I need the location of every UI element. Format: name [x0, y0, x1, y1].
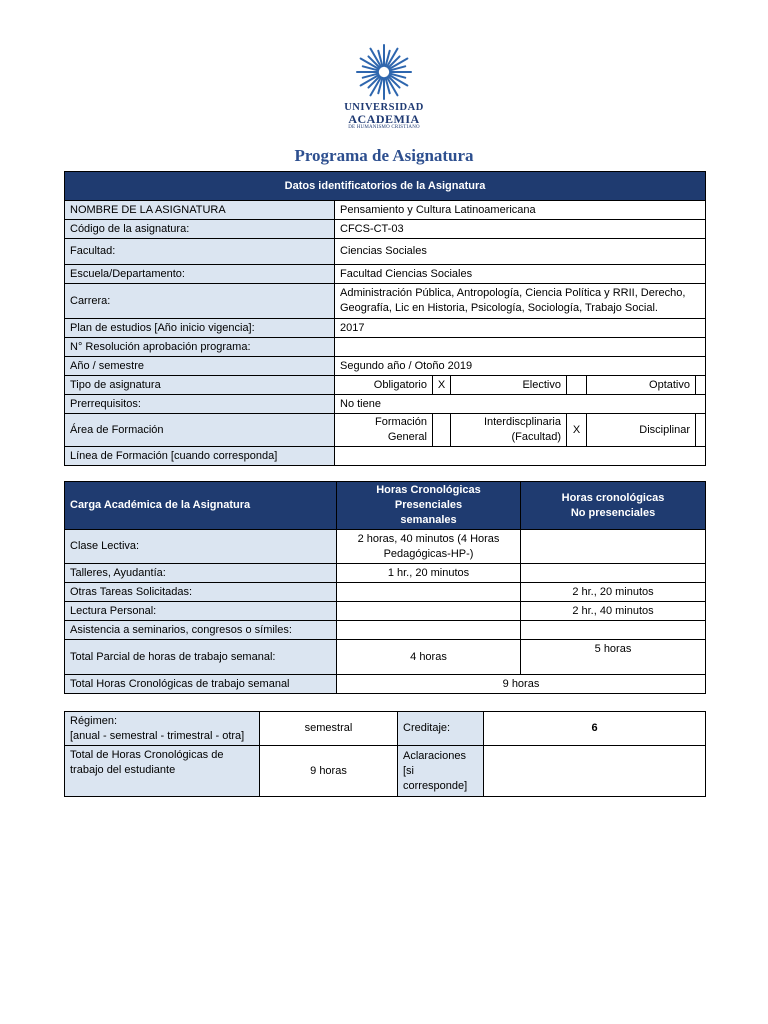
- total-parcial-no-presencial: 5 horas: [521, 640, 706, 675]
- logo-line-3: DE HUMANISMO CRISTIANO: [348, 125, 420, 130]
- prerrequisitos-label: Prerrequisitos:: [65, 395, 335, 414]
- total-estudiante-line-1: Total de Horas Cronológicas de: [70, 749, 224, 761]
- workload-header-no-presenciales: [521, 482, 706, 530]
- total-parcial-presencial: 4 horas: [337, 640, 521, 675]
- facultad-value: Ciencias Sociales: [335, 239, 706, 265]
- clase-lectiva-presencial-line-2: Pedagógicas-HP-): [383, 547, 474, 560]
- resolucion-label: N° Resolución aprobación programa:: [65, 338, 335, 357]
- total-parcial-label: Total Parcial de horas de trabajo semanal:: [65, 640, 337, 675]
- logo-line-1: UNIVERSIDAD: [344, 102, 424, 113]
- total-horas-label: Total Horas Cronológicas de trabajo semanal: [65, 675, 337, 694]
- tipo-optativo-label: Optativo: [587, 376, 696, 395]
- asistencia-seminarios-no-presencial: [521, 621, 706, 640]
- codigo-label: Código de la asignatura:: [65, 220, 335, 239]
- carrera-label: Carrera:: [65, 284, 335, 319]
- presenciales-header-line-1: Horas Cronológicas Presenciales: [376, 484, 481, 511]
- otras-tareas-no-presencial: 2 hr., 20 minutos: [521, 583, 706, 602]
- plan-label: Plan de estudios [Año inicio vigencia]:: [65, 319, 335, 338]
- regimen-value: semestral: [260, 712, 398, 746]
- nombre-label: NOMBRE DE LA ASIGNATURA: [65, 201, 335, 220]
- anio-semestre-value: Segundo año / Otoño 2019: [335, 357, 706, 376]
- area-disciplinar-mark: [696, 414, 706, 447]
- workload-table: [64, 481, 706, 694]
- document-title: Programa de Asignatura: [294, 146, 474, 165]
- area-general-mark: [433, 414, 451, 447]
- creditaje-value: 6: [484, 712, 706, 746]
- area-general-label: [335, 414, 433, 447]
- presenciales-header-line-2: semanales: [400, 514, 457, 526]
- tipo-electivo-mark: [567, 376, 587, 395]
- escuela-label: Escuela/Departamento:: [65, 265, 335, 284]
- sunburst-emblem-icon: [356, 44, 412, 100]
- clase-lectiva-no-presencial: [521, 530, 706, 564]
- no-presenciales-header-line-2: No presenciales: [570, 506, 656, 519]
- clase-lectiva-presencial: [337, 530, 521, 564]
- regimen-label-line-2: [anual - semestral - trimestral - otra]: [70, 729, 245, 742]
- carrera-line-1: Administración Pública, Antropología, Ciencia Política y RRII, Derecho,: [340, 287, 686, 299]
- regimen-label-line-1: Régimen:: [70, 714, 118, 727]
- identification-header: Datos identificatorios de la Asignatura: [65, 172, 706, 201]
- facultad-label: Facultad:: [65, 239, 335, 265]
- otras-tareas-presencial: [337, 583, 521, 602]
- linea-formacion-label: Línea de Formación [cuando corresponda]: [65, 447, 335, 466]
- workload-header-label: Carga Académica de la Asignatura: [65, 482, 337, 530]
- total-horas-value: 9 horas: [337, 675, 706, 694]
- aclaraciones-line-1: Aclaraciones: [403, 749, 466, 762]
- tipo-label: Tipo de asignatura: [65, 376, 335, 395]
- area-inter-line-2: (Facultad): [511, 431, 561, 443]
- area-label: Área de Formación: [65, 414, 335, 447]
- lectura-personal-label: Lectura Personal:: [65, 602, 337, 621]
- tipo-obligatorio-mark: X: [433, 376, 451, 395]
- lectura-personal-no-presencial: 2 hr., 40 minutos: [521, 602, 706, 621]
- talleres-presencial: 1 hr., 20 minutos: [337, 564, 521, 583]
- area-inter-line-1: Interdiscplinaria: [483, 416, 561, 428]
- area-general-line-2: General: [387, 431, 427, 443]
- area-disciplinar-label: Disciplinar: [587, 414, 696, 447]
- carrera-value: [335, 284, 706, 319]
- nombre-value: Pensamiento y Cultura Latinoamericana: [335, 201, 706, 220]
- prerrequisitos-value: No tiene: [335, 395, 706, 414]
- linea-formacion-value: [335, 447, 706, 466]
- escuela-value: Facultad Ciencias Sociales: [335, 265, 706, 284]
- creditaje-label: Creditaje:: [398, 712, 484, 746]
- codigo-value: CFCS-CT-03: [335, 220, 706, 239]
- tipo-electivo-label: Electivo: [451, 376, 567, 395]
- anio-semestre-label: Año / semestre: [65, 357, 335, 376]
- identification-table: [64, 171, 706, 466]
- aclaraciones-value: [484, 746, 706, 797]
- area-general-line-1: Formación: [375, 416, 427, 428]
- otras-tareas-label: Otras Tareas Solicitadas:: [65, 583, 337, 602]
- lectura-personal-presencial: [337, 602, 521, 621]
- university-logo: [334, 44, 434, 131]
- resolucion-value: [335, 338, 706, 357]
- asistencia-seminarios-presencial: [337, 621, 521, 640]
- carrera-line-2: Geografía, Lic en Historia, Psicología, Sociología, Trabajo Social.: [340, 302, 658, 314]
- area-interdisciplinaria-mark: X: [567, 414, 587, 447]
- talleres-no-presencial: [521, 564, 706, 583]
- plan-value: 2017: [335, 319, 706, 338]
- clase-lectiva-presencial-line-1: 2 horas, 40 minutos (4 Horas: [357, 532, 500, 545]
- tipo-obligatorio-label: Obligatorio: [335, 376, 433, 395]
- no-presenciales-header-line-1: Horas cronológicas: [561, 491, 665, 504]
- clase-lectiva-label: Clase Lectiva:: [65, 530, 337, 564]
- logo-line-2: ACADEMIA: [348, 112, 420, 126]
- workload-header-presenciales: [337, 482, 521, 530]
- asistencia-seminarios-label: Asistencia a seminarios, congresos o símiles:: [65, 621, 337, 640]
- area-interdisciplinaria-label: [451, 414, 567, 447]
- aclaraciones-label: [398, 746, 484, 797]
- talleres-label: Talleres, Ayudantía:: [65, 564, 337, 583]
- total-estudiante-value: 9 horas: [260, 746, 398, 797]
- aclaraciones-line-2: [si: [403, 764, 414, 777]
- tipo-optativo-mark: [696, 376, 706, 395]
- total-estudiante-label: [65, 746, 260, 797]
- total-estudiante-line-2: trabajo del estudiante: [70, 764, 176, 776]
- aclaraciones-line-3: corresponde]: [403, 779, 468, 792]
- regimen-label: [65, 712, 260, 746]
- regimen-table: [64, 711, 706, 797]
